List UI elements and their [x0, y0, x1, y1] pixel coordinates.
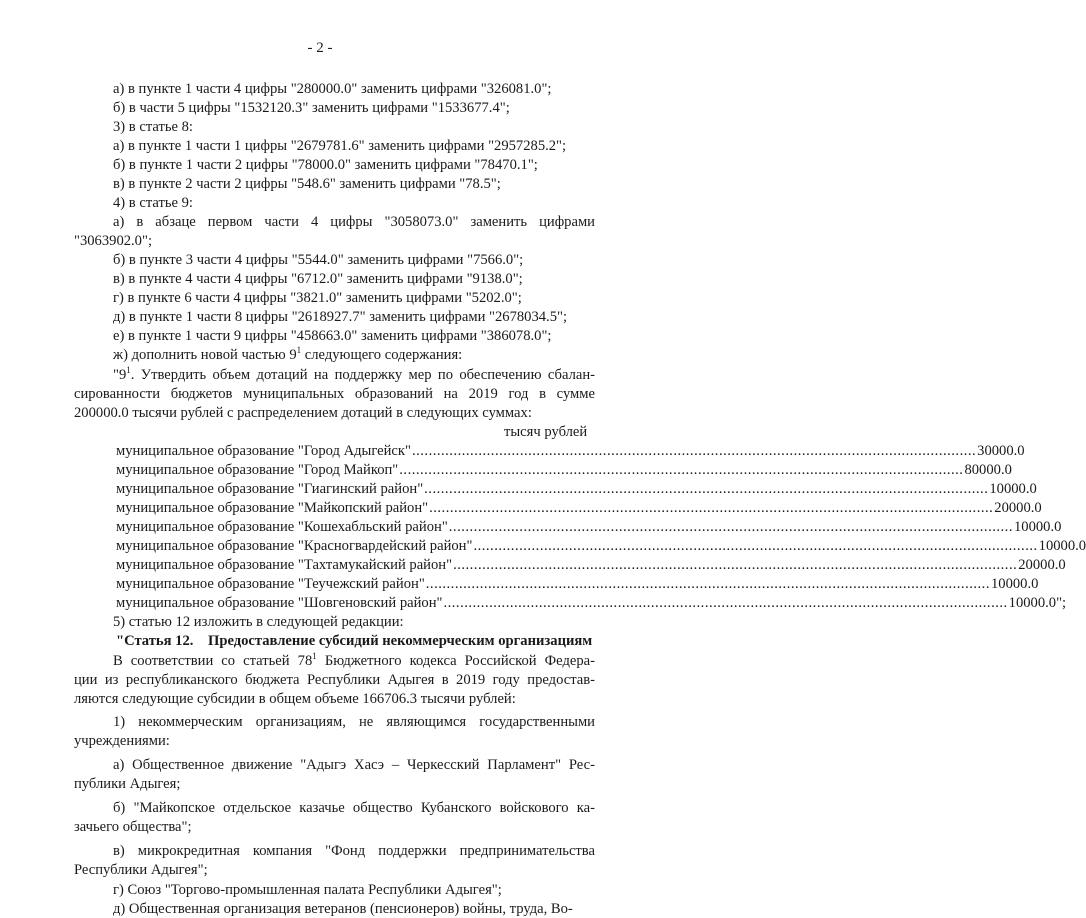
text-line: б) в части 5 цифры "1532120.3" заменить цифрами "1533677.4"; [113, 100, 510, 116]
text-line: Республики Адыгея"; [74, 862, 208, 878]
text-line: ции из республиканского бюджета Республики Адыгея в 2019 году предостав- [74, 672, 595, 688]
text-line-cut: д) Общественная организация ветеранов (пенсионеров) войны, труда, Во- [113, 901, 573, 917]
text-line: "3063902.0"; [74, 233, 152, 249]
text-line: публики Адыгея; [74, 776, 181, 792]
text-line: ляются следующие субсидии в общем объеме 166706.3 тысячи рублей: [74, 691, 516, 707]
units-label: тысяч рублей [504, 424, 588, 440]
page-number: - 2 - [307, 40, 333, 56]
allocation-row: муниципальное образование "Красногвардейский район" ..... 10000.0 [116, 537, 588, 555]
text-line: б) в пункте 1 части 2 цифры "78000.0" заменить цифрами "78470.1"; [113, 157, 538, 173]
text-line: В соответствии со статьей $78^1$ Бюджетного кодекса Российской Федера- [113, 651, 595, 669]
text-line: в) микрокредитная компания "Фонд поддержки предпринимательства [113, 843, 595, 859]
article-heading: "Статья 12. Предоставление субсидий некоммерческим организациям [116, 633, 593, 649]
text-line: а) Общественное движение "Адыгэ Хасэ – Черкесский Парламент" Рес- [113, 757, 595, 773]
text-line: г) Союз "Торгово-промышленная палата Республики Адыгея"; [113, 882, 502, 898]
text-line: 1) некоммерческим организациям, не являющимся государственными [113, 714, 595, 730]
text-line: а) в абзаце первом части 4 цифры "3058073.0" заменить цифрами [113, 214, 595, 230]
text-line: ж) дополнить новой частью $9^1$ следующего содержания: [113, 345, 463, 363]
text-line: б) "Майкопское отдельское казачье общество Кубанского войскового ка- [113, 800, 595, 816]
allocation-row: муниципальное образование "Город Майкоп" ..... 80000.0 [116, 461, 588, 479]
allocation-row: муниципальное образование "Теучежский район" ..... 10000.0 [116, 575, 588, 593]
allocation-row: муниципальное образование "Гиагинский район" ..... 10000.0 [116, 480, 588, 498]
text-line: в) в пункте 4 части 4 цифры "6712.0" заменить цифрами "9138.0"; [113, 271, 523, 287]
text-line: а) в пункте 1 части 4 цифры "280000.0" заменить цифрами "326081.0"; [113, 81, 552, 97]
text-line: е) в пункте 1 части 9 цифры "458663.0" заменить цифрами "386078.0"; [113, 328, 552, 344]
text-line: сированности бюджетов муниципальных образований на 2019 год в сумме [74, 386, 595, 402]
text-line: 5) статью 12 изложить в следующей редакции: [113, 614, 404, 630]
text-line: д) в пункте 1 части 8 цифры "2618927.7" заменить цифрами "2678034.5"; [113, 309, 568, 325]
text-line: в) в пункте 2 части 2 цифры "548.6" заменить цифрами "78.5"; [113, 176, 501, 192]
allocation-row: муниципальное образование "Кошехабльский район" ..... 10000.0 [116, 518, 588, 536]
allocation-row: муниципальное образование "Тахтамукайский район" ..... 20000.0 [116, 556, 588, 574]
allocation-row: муниципальное образование "Шовгеновский район" ..... 10000.0"; [116, 594, 596, 612]
text-line: г) в пункте 6 части 4 цифры "3821.0" заменить цифрами "5202.0"; [113, 290, 522, 306]
text-line: "$9^1$. Утвердить объем дотаций на поддержку мер по обеспечению сбалан- [113, 365, 595, 383]
text-line: зачьего общества"; [74, 819, 192, 835]
text-line: б) в пункте 3 части 4 цифры "5544.0" заменить цифрами "7566.0"; [113, 252, 524, 268]
allocation-row: муниципальное образование "Город Адыгейск" ..... 30000.0 [116, 442, 588, 460]
allocation-row: муниципальное образование "Майкопский район" ..... 20000.0 [116, 499, 588, 517]
text-line: а) в пункте 1 части 1 цифры "2679781.6" заменить цифрами "2957285.2"; [113, 138, 567, 154]
text-line: 3) в статье 8: [113, 119, 193, 135]
text-line: 4) в статье 9: [113, 195, 193, 211]
text-line: 200000.0 тысячи рублей с распределением дотаций в следующих суммах: [74, 405, 532, 421]
text-line: учреждениями: [74, 733, 170, 749]
